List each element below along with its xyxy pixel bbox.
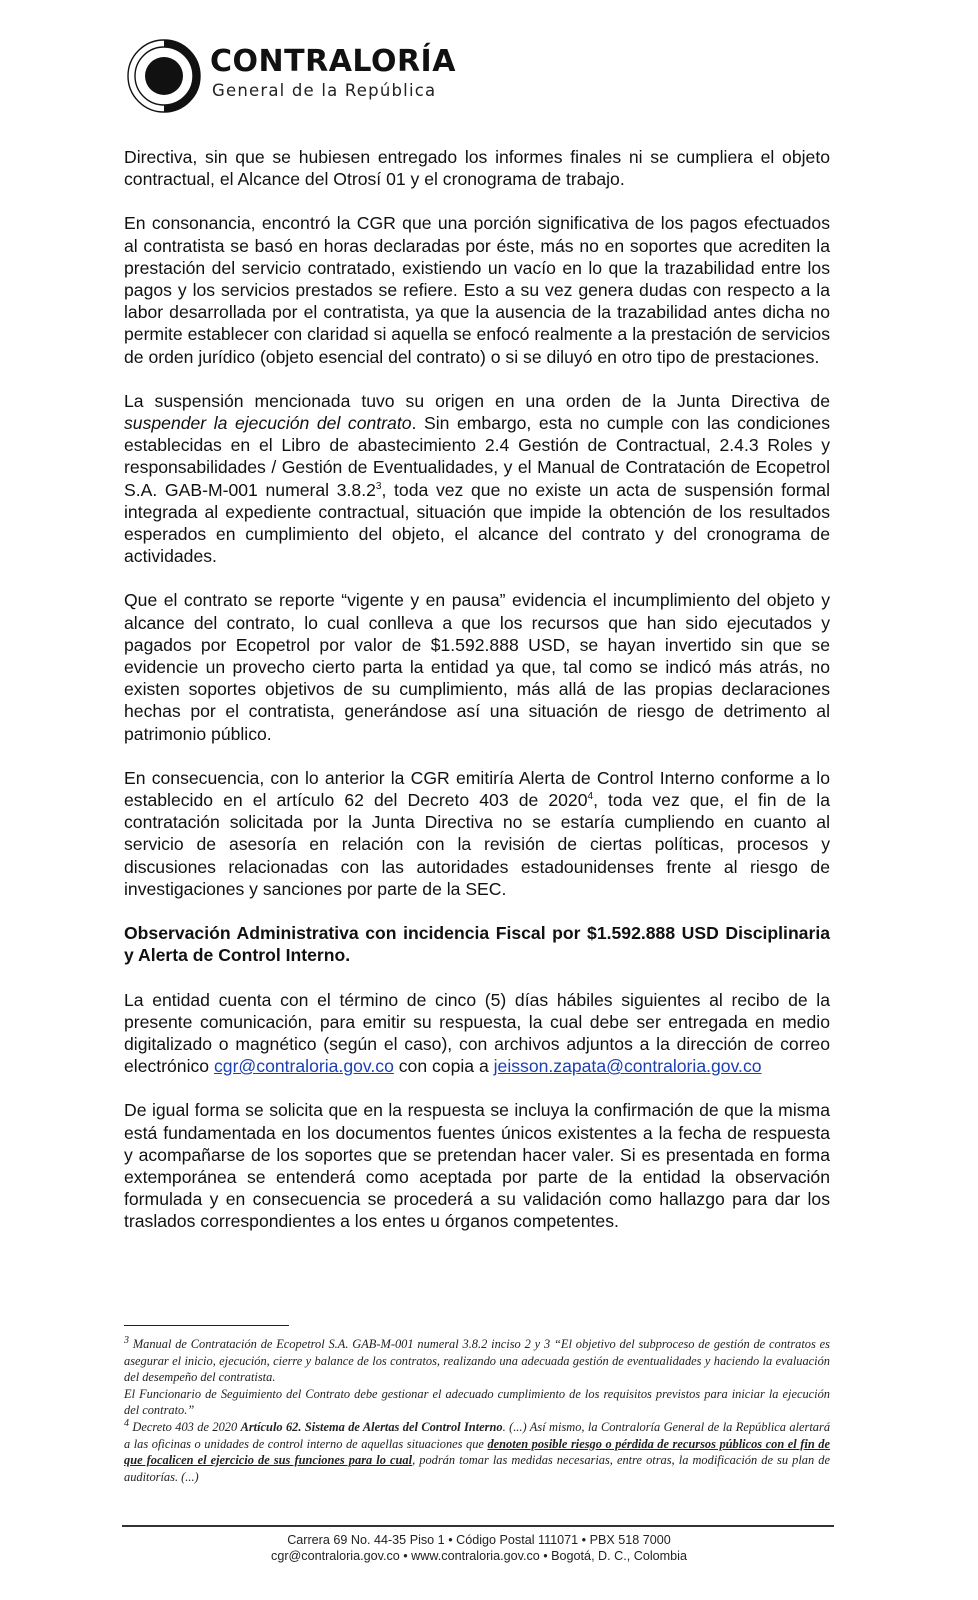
text-run: . Sin embargo, esta no cumple con las condiciones establecidas en el Libro de abastecimiento 2.4 Gestión de Contractual, 2.4.3 Roles y responsabilidades / Gestión de Eventualidades, y el Manual de Contratación de Ecopetrol S.A. GAB-M-001 numeral 3.8.2	[124, 413, 831, 500]
text-run: con copia a	[393, 1056, 494, 1077]
footnotes	[124, 1336, 830, 1485]
contraloria-logo	[124, 36, 454, 116]
footer-separator	[122, 1525, 834, 1527]
email-link-jeisson[interactable]: jeisson.zapata@contraloria.gov.co	[493, 1056, 762, 1077]
footnote-ref-4[interactable]: 4	[587, 791, 594, 803]
logo-subtitle: General de la República	[212, 81, 437, 100]
observation-heading: Observación Administrativa con incidencia Fiscal por $1.592.888 USD Disciplinaria y Alerta de Control Interno.	[124, 923, 830, 966]
footnote-mark: 3	[124, 1334, 129, 1346]
text-run: , podrán tomar las medidas necesarias, entre otras, la modificación de su plan de auditorías. (...)	[124, 1453, 830, 1484]
text-run: Decreto 403 de 2020	[129, 1419, 241, 1434]
footer-contact: cgr@contraloria.gov.co • www.contraloria.gov.co • Bogotá, D. C., Colombia	[271, 1549, 687, 1563]
text-run: Manual de Contratación de Ecopetrol S.A. GAB-M-001 numeral 3.8.2 inciso 2 y 3 “El objetivo del subproceso de gestión de contratos es asegurar el inicio, ejecución, cierre y balance de los contratos, realizando una adecuada gestión de eventualidades y haciendo la evaluación del desempeño del contratista.	[124, 1337, 830, 1385]
page-footer	[124, 1532, 834, 1564]
footer-address: Carrera 69 No. 44-35 Piso 1 • Código Postal 111071 • PBX 518 7000	[287, 1533, 671, 1547]
footnote-ref-3[interactable]: 3	[375, 480, 382, 492]
text-run: La suspensión mencionada tuvo su origen en una orden de la Junta Directiva de	[124, 390, 830, 411]
text-run: . (...) Así mismo, la Contraloría General de la República alertará a las oficinas o unidades de control interno de aquellas situaciones que	[124, 1419, 831, 1451]
document-body	[124, 146, 830, 1255]
contraloria-emblem-icon	[124, 36, 204, 116]
paragraph	[124, 390, 830, 568]
paragraph	[124, 767, 830, 900]
logo-title: CONTRALORÍA	[210, 44, 456, 79]
footnote-mark: 4	[124, 1417, 129, 1429]
text-run: La entidad cuenta con el término de cinco (5) días hábiles siguientes al recibo de la presente comunicación, para emitir su respuesta, la cual debe ser entregada en medio digitalizado o magnético (según el caso), con archivos adjuntos a la dirección de correo electrónico	[124, 989, 830, 1077]
paragraph: De igual forma se solicita que en la respuesta se incluya la confirmación de que la misma está fundamentada en los documentos fuentes únicos existentes a la fecha de respuesta y acompañarse de los soportes que se pretendan hacer valer. Si es presentada en forma extemporánea se entenderá como aceptada por parte de la entidad la observación formulada y en consecuencia se procederá a su validación como hallazgo para dar los traslados correspondientes a los entes u órganos competentes.	[124, 1100, 830, 1232]
paragraph: Que el contrato se reporte “vigente y en pausa” evidencia el incumplimiento del objeto y alcance del contrato, lo cual conlleva a que los recursos que han sido ejecutados y pagados por Ecopetrol por valor de $1.592.888 USD, se hayan invertido sin que se evidencie un provecho cierto parta la entidad ya que, tal como se indicó más atrás, no existen soportes objetivos de su cumplimiento, más allá de las propias declaraciones hechas por el contratista, generándose así una situación de riesgo de detrimento al patrimonio público.	[124, 590, 830, 744]
text-run: , toda vez que no existe un acta de suspensión formal integrada al expediente contractual, situación que impide la obtención de los resultados esperados en cumplimiento del objeto, el alcance del contrato y del cronograma de actividades.	[124, 479, 830, 567]
footnote-4	[124, 1419, 830, 1485]
paragraph: Directiva, sin que se hubiesen entregado los informes finales ni se cumpliera el objeto contractual, el Alcance del Otrosí 01 y el cronograma de trabajo.	[124, 147, 830, 190]
text-run: , toda vez que, el fin de la contratación solicitada por la Junta Directiva no se estaría cumpliendo en cuanto al servicio de asesoría en relación con la revisión de ciertas políticas, procesos y discusiones relacionadas con las autoridades estadounidenses frente al riesgo de investigaciones y sanciones por parte de la SEC.	[124, 790, 830, 899]
paragraph	[124, 989, 830, 1078]
text-run: En consecuencia, con lo anterior la CGR emitiría Alerta de Control Interno conforme a lo establecido en el artículo 62 del Decreto 403 de 2020	[124, 767, 830, 811]
paragraph: En consonancia, encontró la CGR que una porción significativa de los pagos efectuados al contratista se basó en horas declaradas por éste, más no en soportes que acrediten la prestación del servicio contratado, existiendo un vacío en lo que la trazabilidad entre los pagos y los servicios prestados se refiere. Esto a su vez genera dudas con respecto a la labor desarrollada por el contratista, ya que la ausencia de la trazabilidad antes dicha no permite establecer con claridad si aquella se enfocó realmente a la prestación de servicios de orden jurídico (objeto esencial del contrato) o si se diluyó en otro tipo de prestaciones.	[124, 213, 830, 367]
bold-text: Artículo 62. Sistema de Alertas del Control Interno	[240, 1419, 503, 1434]
footnote-3	[124, 1336, 830, 1386]
email-link-cgr[interactable]: cgr@contraloria.gov.co	[213, 1056, 394, 1077]
footnote-separator	[124, 1325, 289, 1326]
footnote-3-continued: El Funcionario de Seguimiento del Contrato debe gestionar el adecuado cumplimiento de los requisitos previstos para iniciar la ejecución del contrato.”	[124, 1386, 830, 1418]
emphasis-text: suspender la ejecución del contrato	[124, 413, 412, 434]
underlined-bold-text: denoten posible riesgo o pérdida de recursos públicos con el fin de que focalicen el ejercicio de sus funciones para lo cual	[124, 1436, 830, 1468]
